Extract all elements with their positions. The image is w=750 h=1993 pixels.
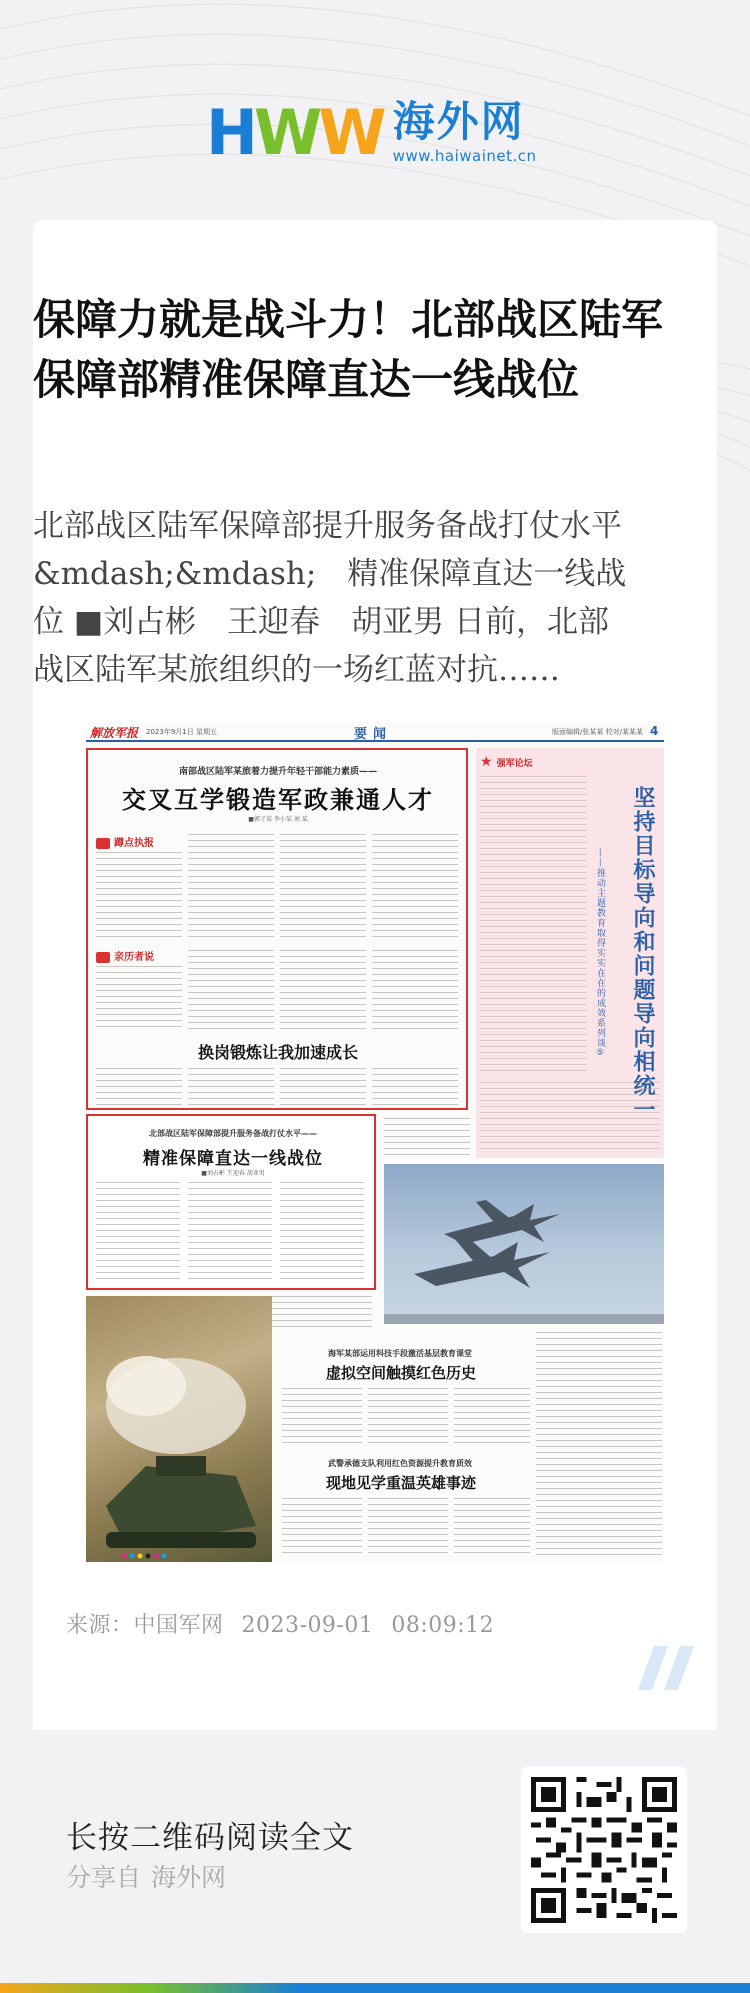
tag-focus-label: 蹲点执报 <box>114 838 154 849</box>
text-column <box>368 1388 448 1448</box>
summary-line: 战区陆军某旅组织的一场红蓝对抗…… <box>33 652 560 688</box>
fighter-jets-photo <box>384 1164 664 1324</box>
commentary-tag-label: 强军论坛 <box>496 759 533 769</box>
text-column <box>372 1068 458 1106</box>
tag-personal-label: 亲历者说 <box>114 952 154 963</box>
newspaper-date: 2023年9月1日 星期五 <box>146 728 217 736</box>
story4-kicker: 武警承德支队利用红色资源提升教育质效 <box>328 1459 472 1468</box>
qr-code[interactable] <box>521 1767 687 1933</box>
story1-byline: ■郭子某 李小某 刘 某 <box>248 816 308 823</box>
article-meta <box>66 1608 512 1639</box>
text-column <box>96 1068 182 1106</box>
story2-byline: ■刘占彬 王迎春 胡亚男 <box>201 1170 265 1177</box>
newspaper-masthead: 解放军报 <box>90 726 139 740</box>
newspaper-editors: 版面编辑/张某某 校对/某某某 <box>552 728 643 736</box>
share-label: 分享自 <box>66 1863 142 1892</box>
star-icon: ★ <box>480 754 493 770</box>
commentary-tag <box>480 754 533 770</box>
summary-line: 位 ■刘占彬 王迎春 胡亚男 日前，北部 <box>33 604 609 640</box>
text-column <box>368 1498 448 1558</box>
summary-line: &mdash;&mdash; 精准保障直达一线战 <box>33 556 627 592</box>
qr-code-icon <box>531 1777 677 1923</box>
text-column <box>272 1296 372 1330</box>
commentary-column <box>476 748 664 1158</box>
newspaper-page-image[interactable] <box>86 722 664 1562</box>
newspaper-page-number: 4 <box>650 724 659 738</box>
story2-headline: 精准保障直达一线战位 <box>143 1149 323 1169</box>
text-column <box>188 834 274 938</box>
qr-read-prompt: 长按二维码阅读全文 <box>66 1820 354 1856</box>
logo-letter-h: H <box>206 96 254 169</box>
logo-site-name: 海外网 <box>392 97 525 146</box>
fighter-jets-illustration <box>384 1164 664 1324</box>
commentary-subtitle: ——推动主题教育取得实实在在的成效系列谈⑤ <box>595 848 605 1059</box>
brand-color-bar <box>0 1983 750 1993</box>
text-column <box>96 966 182 1032</box>
story3-kicker: 海军某部运用科技手段激活基层教育课堂 <box>328 1349 472 1358</box>
source-label: 来源：中国军网 <box>66 1613 224 1638</box>
text-column <box>280 950 366 1032</box>
story1-subhead: 换岗锻炼让我加速成长 <box>197 1043 358 1062</box>
text-column <box>280 834 366 938</box>
color-registration-marks <box>120 1552 180 1560</box>
story4-headline: 现地见学重温英雄事迹 <box>325 1474 476 1492</box>
decorative-slash-icon <box>624 1646 694 1690</box>
text-column <box>96 852 182 938</box>
armored-vehicle-photo <box>86 1296 272 1562</box>
tag-personal <box>96 948 154 963</box>
story1-headline: 交叉互学锻造军政兼通人才 <box>122 785 434 814</box>
text-column <box>454 1388 530 1448</box>
camera-icon <box>96 838 110 849</box>
text-column <box>372 834 458 938</box>
text-column <box>480 1082 660 1152</box>
logo-letter-w-green: W <box>253 96 319 169</box>
text-column <box>280 1068 366 1106</box>
story2-box <box>86 1114 376 1290</box>
text-column <box>372 950 458 1032</box>
armored-vehicle-illustration <box>86 1296 272 1562</box>
summary-line: 北部战区陆军保障部提升服务备战打仗水平 <box>33 508 622 544</box>
story2-kicker: 北部战区陆军保障部提升服务备战打仗水平—— <box>149 1129 317 1138</box>
text-column <box>280 1182 364 1282</box>
tag-focus <box>96 834 154 849</box>
haiwainet-logo <box>206 96 546 170</box>
text-column <box>188 950 274 1032</box>
logo-letter-w-orange: W <box>318 96 383 169</box>
article-summary <box>33 502 687 694</box>
commentary-headline: 坚持目标导向和问题导向相统一 <box>630 786 656 1122</box>
text-column <box>282 1388 362 1448</box>
newspaper-header <box>86 722 664 742</box>
text-column <box>96 1182 180 1282</box>
logo-hww-letters <box>206 96 383 169</box>
share-source <box>66 1858 236 1894</box>
text-column <box>188 1182 272 1282</box>
story3-headline: 虚拟空间触摸红色历史 <box>325 1364 476 1382</box>
text-column <box>454 1498 530 1558</box>
story1-box <box>86 748 468 1110</box>
text-column <box>536 1332 662 1556</box>
story1-kicker: 南部战区陆军某旅着力提升年轻干部能力素质—— <box>178 767 377 777</box>
text-column <box>480 776 586 1076</box>
text-column <box>188 1068 274 1106</box>
article-title: 保障力就是战斗力！北部战区陆军保障部精准保障直达一线战位 <box>33 295 664 404</box>
text-column <box>384 1118 470 1158</box>
publish-time: 08:09:12 <box>391 1613 495 1638</box>
logo-url: www.haiwainet.cn <box>392 147 537 165</box>
text-column <box>282 1498 362 1558</box>
publish-date: 2023-09-01 <box>241 1613 374 1638</box>
badge-icon <box>96 952 110 963</box>
share-site: 海外网 <box>151 1863 227 1892</box>
newspaper-section: 要闻 <box>354 727 393 742</box>
